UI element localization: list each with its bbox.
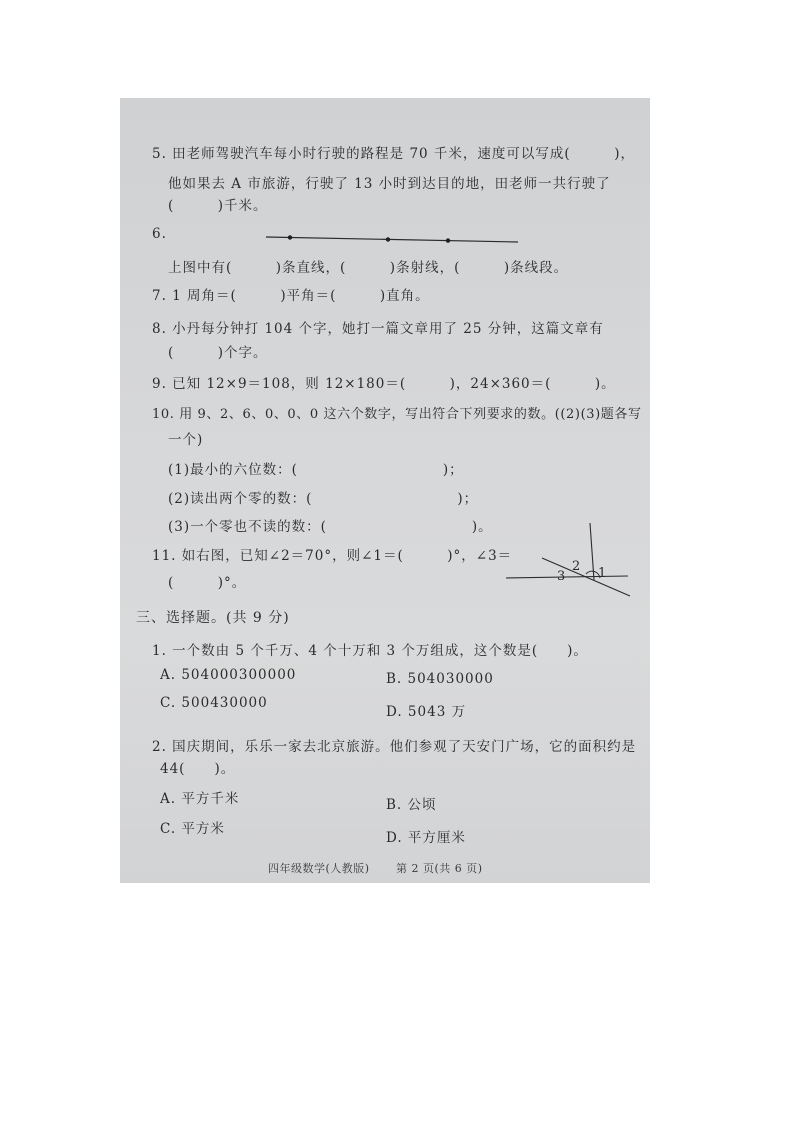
q6-line-figure bbox=[260, 232, 522, 248]
mc1-option-d: D. 5043 万 bbox=[386, 704, 467, 720]
q6-number: 6. bbox=[152, 226, 167, 242]
angle-label-1: 1 bbox=[598, 566, 607, 581]
q10-sub3: (3)一个零也不读的数：( )。 bbox=[168, 519, 493, 535]
point-2 bbox=[386, 237, 390, 241]
q8-line1: 8. 小丹每分钟打 104 个字，她打一篇文章用了 25 分钟，这篇文章有 bbox=[152, 321, 604, 337]
q5-line2: 他如果去 A 市旅游，行驶了 13 小时到达目的地，田老师一共行驶了 bbox=[168, 176, 611, 192]
mc2-stem1: 2. 国庆期间，乐乐一家去北京旅游。他们参观了天安门广场，它的面积约是 bbox=[152, 739, 637, 755]
footer-page: 第 2 页(共 6 页) bbox=[396, 862, 483, 875]
q9-text: 9. 已知 12×9＝108，则 12×180＝( )，24×360＝( )。 bbox=[152, 376, 616, 392]
angle-label-3: 3 bbox=[557, 569, 566, 584]
section-3-title: 三、选择题。(共 9 分) bbox=[136, 610, 290, 626]
mc2-option-b: B. 公顷 bbox=[386, 797, 437, 813]
q11-line2: ( )°。 bbox=[168, 575, 247, 591]
point-3 bbox=[446, 238, 450, 242]
q6-text: 上图中有( )条直线，( )条射线，( )条线段。 bbox=[168, 260, 569, 276]
point-1 bbox=[288, 235, 292, 239]
q5-line1: 5. 田老师驾驶汽车每小时行驶的路程是 70 千米，速度可以写成( )， bbox=[152, 146, 635, 162]
footer-subject: 四年级数学(人教版) bbox=[268, 862, 370, 875]
angle-label-2: 2 bbox=[572, 559, 581, 574]
q10-sub2: (2)读出两个零的数：( )； bbox=[168, 491, 479, 507]
mc2-option-d: D. 平方厘米 bbox=[386, 830, 466, 846]
q10-line1: 10. 用 9、2、6、0、0、0 这六个数字，写出符合下列要求的数。((2)(3)题各写 bbox=[152, 407, 642, 422]
q10-sub1: (1)最小的六位数：( )； bbox=[168, 462, 464, 478]
mc1-option-a: A. 504000300000 bbox=[160, 667, 297, 683]
exam-page-photo bbox=[120, 98, 650, 883]
mc2-option-a: A. 平方千米 bbox=[160, 791, 240, 807]
mc2-stem2: 44( )。 bbox=[160, 761, 236, 777]
mc1-option-c: C. 500430000 bbox=[160, 695, 268, 711]
q7-text: 7. 1 周角＝( )平角＝( )直角。 bbox=[152, 288, 430, 304]
q8-line2: ( )个字。 bbox=[168, 345, 268, 361]
mc2-option-c: C. 平方米 bbox=[160, 821, 225, 837]
mc1-option-b: B. 504030000 bbox=[386, 671, 494, 687]
q10-line2: 一个) bbox=[168, 432, 204, 448]
mc1-stem: 1. 一个数由 5 个千万、4 个十万和 3 个万组成，这个数是( )。 bbox=[152, 643, 588, 659]
q11-line1: 11. 如右图，已知∠2＝70°，则∠1＝( )°，∠3＝ bbox=[152, 548, 513, 564]
q5-line3: ( )千米。 bbox=[168, 198, 268, 214]
q11-angle-figure bbox=[502, 518, 632, 598]
